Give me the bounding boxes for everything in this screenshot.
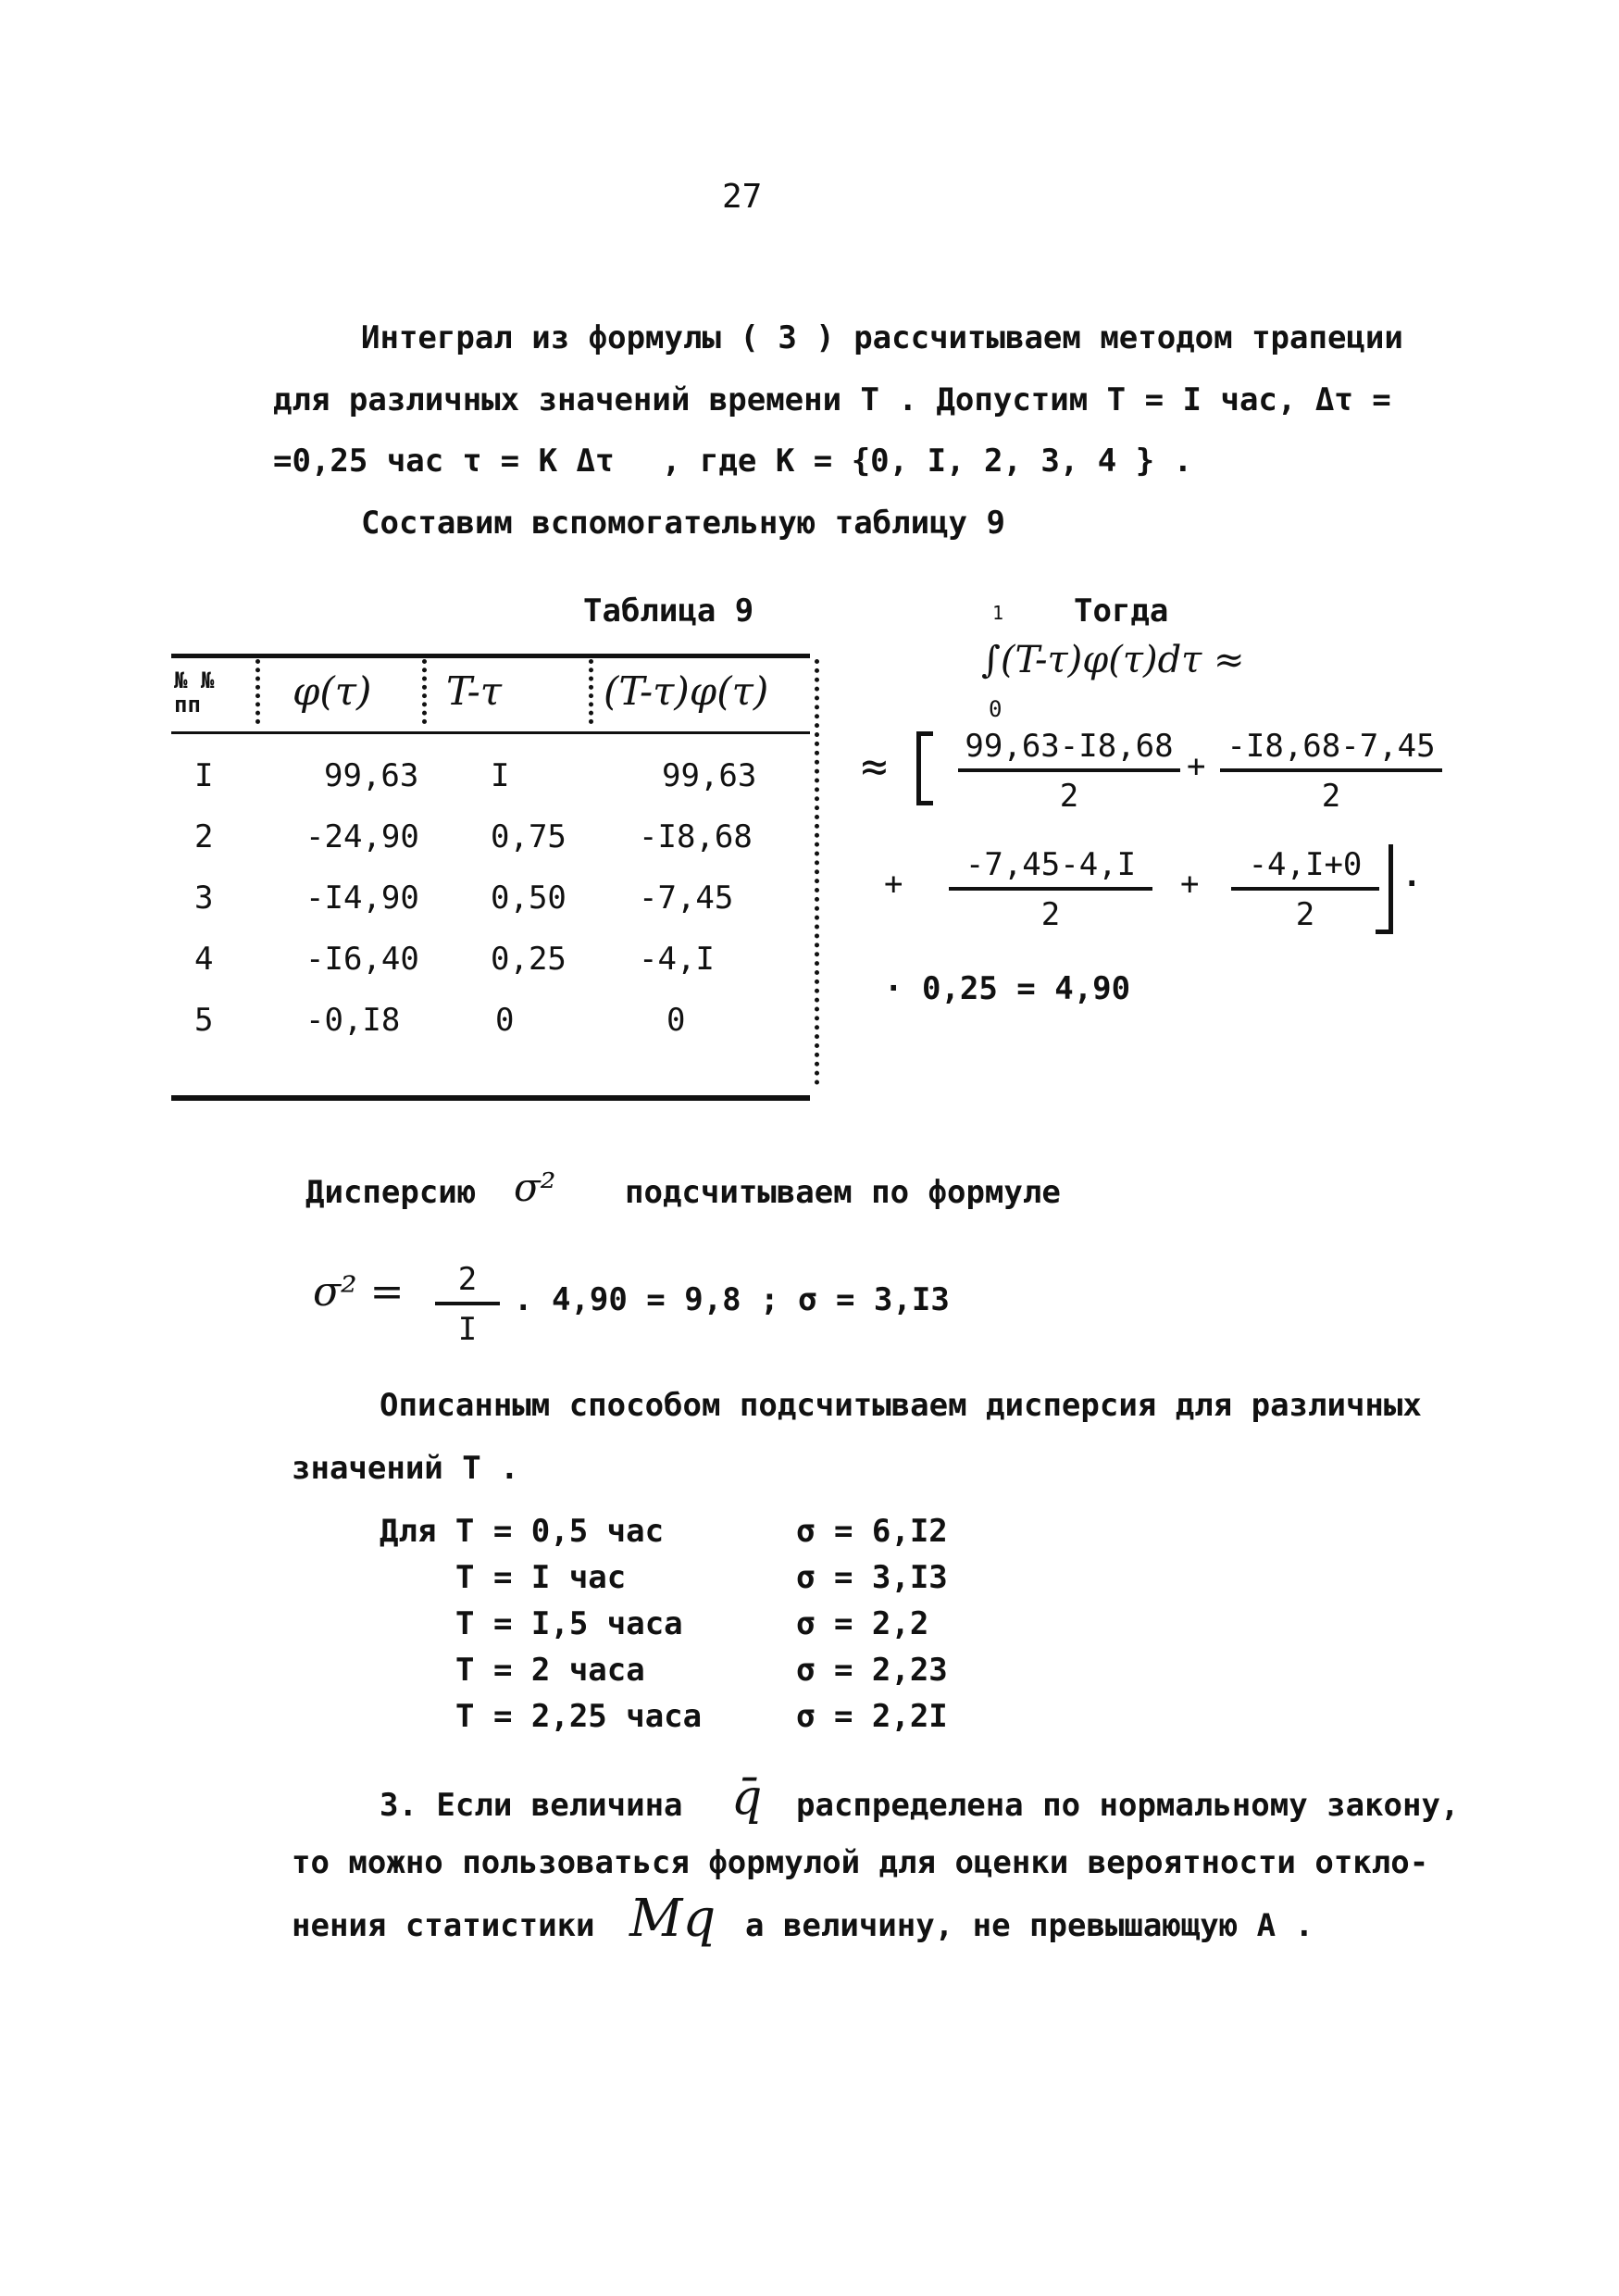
approx-sign: ≈ — [861, 741, 888, 792]
plus-1: + — [1187, 748, 1206, 785]
integral-lower-limit: 0 — [989, 696, 1003, 722]
dispersion-label: Дисперсию — [305, 1174, 477, 1211]
fraction-1-denominator: 2 — [1059, 778, 1079, 815]
fraction-4 — [1231, 846, 1379, 933]
formula-lhs: σ² = — [313, 1268, 405, 1316]
dispersion-method-text: подсчитываем по формуле — [625, 1174, 1061, 1211]
result-value-1: σ = 6,I2 — [796, 1513, 948, 1550]
table-divider-3 — [589, 659, 593, 724]
table-row-3-n: 3 — [194, 880, 214, 917]
plus-2: + — [884, 866, 903, 903]
q-bar-symbol: q̄ — [731, 1770, 763, 1826]
result-value-5: σ = 2,2I — [796, 1698, 948, 1735]
formula-numerator: 2 — [435, 1261, 500, 1305]
result-label-2: T = I час — [455, 1559, 627, 1596]
trailing-dot: · — [1402, 866, 1422, 903]
result-value-2: σ = 3,I3 — [796, 1559, 948, 1596]
result-value-3: σ = 2,2 — [796, 1605, 929, 1642]
right-bracket-vertical — [1389, 844, 1393, 933]
section3-line-3b: а величину, не превышающую A . — [745, 1907, 1314, 1944]
integral-upper-limit: 1 — [992, 602, 1004, 624]
left-bracket-top — [916, 731, 933, 736]
section3-line-1a: 3. Если величина — [380, 1787, 683, 1824]
table-caption: Таблица 9 — [583, 593, 754, 630]
fraction-1 — [958, 728, 1180, 815]
intro-line-3a: =0,25 час τ = K Δτ — [273, 443, 615, 480]
left-bracket-vertical — [916, 731, 921, 805]
table-top-rule — [171, 654, 810, 658]
mq-symbol: Mq — [629, 1889, 716, 1949]
table-divider-1 — [255, 659, 260, 724]
intro-line-2: для различных значений времени T . Допустим T = I час, Δτ = — [273, 381, 1391, 418]
fraction-4-numerator: -4,I+0 — [1231, 846, 1379, 891]
method-line-1: Описанным способом подсчитываем дисперсия для различных — [380, 1387, 1422, 1424]
result-label-3: T = I,5 часа — [455, 1605, 683, 1642]
result-label-4: T = 2 часа — [455, 1652, 645, 1689]
formula-denominator: I — [457, 1311, 478, 1348]
integral-expression: ∫(T-τ)φ(τ)dτ ≈ — [981, 639, 1245, 681]
integral-title: Тогда — [1074, 593, 1169, 630]
table-row-4-phi: -I6,40 — [305, 941, 419, 978]
formula-fraction — [435, 1261, 500, 1348]
intro-line-4: Составим вспомогательную таблицу 9 — [361, 505, 1005, 542]
intro-line-3b: , где K = {0, I, 2, 3, 4 } . — [662, 443, 1193, 480]
table-row-3-phi: -I4,90 — [305, 880, 419, 917]
table-header-rule — [171, 731, 810, 734]
table-row-2-n: 2 — [194, 818, 214, 855]
fraction-3 — [949, 846, 1152, 933]
table-row-3-prod: -7,45 — [639, 880, 734, 917]
header-phi: φ(τ) — [293, 668, 372, 714]
right-bracket-bottom — [1376, 930, 1393, 934]
intro-line-1: Интеграл из формулы ( 3 ) рассчитываем методом трапеции — [361, 319, 1403, 356]
fraction-4-denominator: 2 — [1295, 896, 1315, 933]
table-divider-2 — [422, 659, 427, 724]
result-value-4: σ = 2,23 — [796, 1652, 948, 1689]
method-line-2: значений T . — [292, 1450, 519, 1487]
table-row-1-phi: 99,63 — [324, 757, 419, 794]
table-row-4-t: 0,25 — [491, 941, 567, 978]
fraction-1-numerator: 99,63-I8,68 — [958, 728, 1180, 772]
header-number: № № пп — [174, 668, 215, 718]
table-row-2-prod: -I8,68 — [639, 818, 753, 855]
table-row-1-prod: 99,63 — [662, 757, 757, 794]
table-bottom-rule — [171, 1095, 810, 1101]
plus-3: + — [1180, 866, 1200, 903]
fraction-2 — [1220, 728, 1442, 815]
header-product: (T-τ)φ(τ) — [604, 668, 769, 714]
table-row-3-t: 0,50 — [491, 880, 567, 917]
table-row-1-t: I — [491, 757, 510, 794]
page-number: 27 — [722, 178, 763, 216]
table-right-border — [815, 659, 819, 1085]
fraction-3-denominator: 2 — [1040, 896, 1061, 933]
result-label-1: Для T = 0,5 час — [380, 1513, 665, 1550]
header-t-tau: T-τ — [446, 668, 503, 714]
table-row-2-t: 0,75 — [491, 818, 567, 855]
result-label-5: T = 2,25 часа — [455, 1698, 703, 1735]
formula-rhs: . 4,90 = 9,8 ; σ = 3,I3 — [514, 1281, 950, 1318]
section3-line-1b: распределена по нормальному закону, — [796, 1787, 1460, 1824]
table-row-2-phi: -24,90 — [305, 818, 419, 855]
table-row-5-prod: 0 — [666, 1002, 686, 1039]
table-row-5-n: 5 — [194, 1002, 214, 1039]
table-row-5-t: 0 — [495, 1002, 515, 1039]
left-bracket-bottom — [916, 801, 933, 805]
table-row-4-n: 4 — [194, 941, 214, 978]
sigma-squared: σ² — [514, 1165, 556, 1210]
section3-line-2: то можно пользоваться формулой для оценки вероятности откло- — [292, 1844, 1429, 1881]
table-row-5-phi: -0,I8 — [305, 1002, 401, 1039]
fraction-3-numerator: -7,45-4,I — [949, 846, 1152, 891]
fraction-2-denominator: 2 — [1321, 778, 1341, 815]
table-row-1-n: I — [194, 757, 214, 794]
section3-line-3a: нения статистики — [292, 1907, 595, 1944]
fraction-2-numerator: -I8,68-7,45 — [1220, 728, 1442, 772]
table-row-4-prod: -4,I — [639, 941, 715, 978]
integral-result: · 0,25 = 4,90 — [884, 970, 1131, 1007]
